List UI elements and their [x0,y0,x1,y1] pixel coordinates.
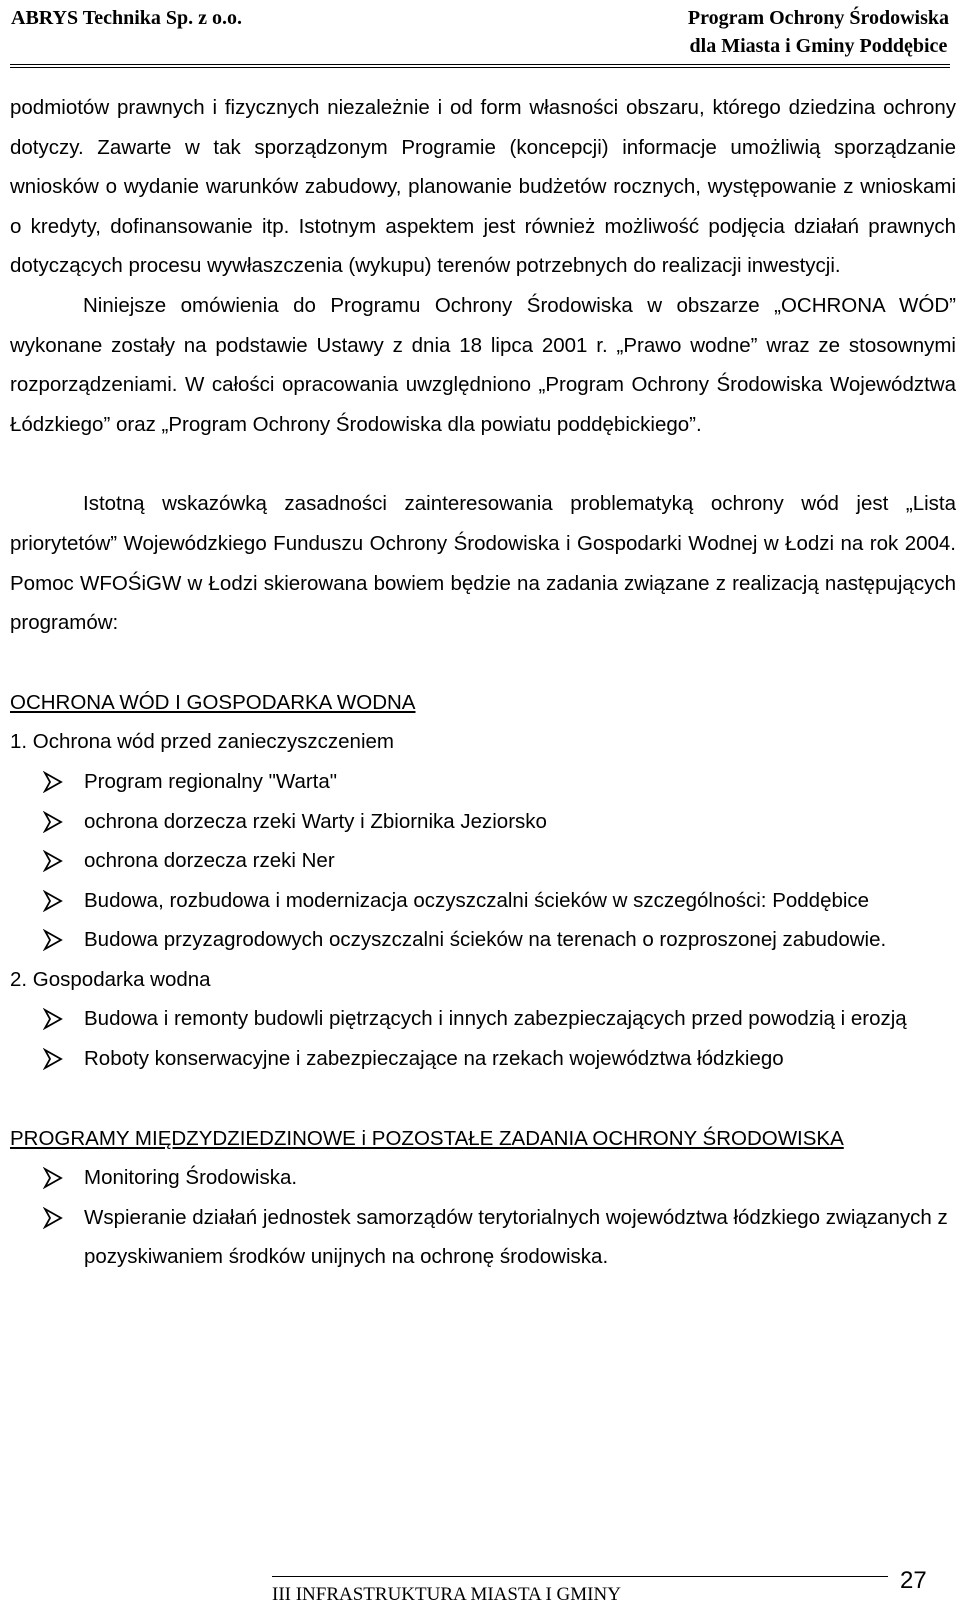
bullet-list-interdisciplinary [10,1158,956,1277]
header-rule [10,64,950,65]
list-item [10,881,956,921]
list-item [10,802,956,842]
section-heading-interdisciplinary: PROGRAMY MIĘDZYDZIEDZINOWE i POZOSTAŁE ZADANIA OCHRONY ŚRODOWISKA [10,1126,844,1150]
group-title-water-management: 2. Gospodarka wodna [10,967,211,991]
paragraph-legal-basis: Niniejsze omówienia do Programu Ochrony Środowiska w obszarze „OCHRONA WÓD” wykonane zostały na podstawie Ustawy z dnia 18 lipca 2001 r. „Prawo wodne” wraz ze stosownymi rozporządzeniami. W całości opracowania uwzględniono „Program Ochrony Środowiska Województwa Łódzkiego” oraz „Program Ochrony Środowiska dla powiatu poddębickiego”. [10,293,956,436]
list-item-text: Budowa, rozbudowa i modernizacja oczyszczalni ścieków w szczególności: Poddębice [84,888,870,912]
document-body [10,88,956,1277]
list-item [10,1039,956,1079]
spacer [10,1079,956,1119]
list-item [10,841,956,881]
arrowhead-bullet-icon [43,850,63,872]
section-heading-water: OCHRONA WÓD I GOSPODARKA WODNA [10,690,416,714]
bullet-list-pollution [10,762,956,960]
list-item [10,1158,956,1198]
header-rule-secondary [10,67,950,68]
paragraph-priorities: Istotną wskazówką zasadności zainteresowania problematyką ochrony wód jest „Lista priorytetów” Wojewódzkiego Funduszu Ochrony Środowiska i Gospodarki Wodnej w Łodzi na rok 2004. Pomoc WFOŚiGW w Łodzi skierowana bowiem będzie na zadania związane z realizacją następujących programów: [10,492,956,635]
list-item-text: Roboty konserwacyjne i zabezpieczające na rzekach województwa łódzkiego [84,1047,784,1071]
arrowhead-bullet-icon [43,1167,63,1189]
list-item-text: Budowa przyzagrodowych oczyszczalni ścieków na terenach o rozproszonej zabudowie. [84,928,887,952]
header-program-title [688,4,949,60]
header-program-line2: dla Miasta i Gminy Poddębice [689,35,948,57]
arrowhead-bullet-icon [43,1008,63,1030]
arrowhead-bullet-icon [43,1207,63,1229]
list-item-text: ochrona dorzecza rzeki Ner [84,849,335,873]
list-item [10,999,956,1039]
header-company: ABRYS Technika Sp. z o.o. [11,7,243,29]
page-number: 27 [900,1567,927,1594]
arrowhead-bullet-icon [43,1048,63,1070]
group-title-pollution: 1. Ochrona wód przed zanieczyszczeniem [10,730,394,754]
list-item-text: Monitoring Środowiska. [84,1166,298,1190]
list-item-text: Wspieranie działań jednostek samorządów terytorialnych województwa łódzkiego związanych z pozyskiwaniem środków unijnych na ochronę środowiska. [84,1205,948,1269]
list-item-text: Program regionalny "Warta" [84,769,338,793]
list-item-text: ochrona dorzecza rzeki Warty i Zbiornika Jeziorsko [84,809,547,833]
list-item-text: Budowa i remonty budowli piętrzących i innych zabezpieczających przed powodzią i erozją [84,1007,907,1031]
footer-rule [272,1576,888,1577]
header-program-line1: Program Ochrony Środowiska [687,7,949,29]
list-item [10,1198,956,1277]
arrowhead-bullet-icon [43,890,63,912]
paragraph-funding: podmiotów prawnych i fizycznych niezależnie i od form własności obszaru, którego dziedzina ochrony dotyczy. Zawarte w tak sporządzonym Programie (koncepcji) informacje umożliwią sporządzanie wniosków o wydanie warunków zabudowy, planowanie budżetów rocznych, występowanie z wnioskami o kredyty, dofinansowanie itp. Istotnym aspektem jest również możliwość podjęcia działań prawnych dotyczących procesu wywłaszczenia (wykupu) terenów potrzebnych do realizacji inwestycji. [10,96,956,278]
bullet-list-water-management [10,999,956,1078]
list-item [10,920,956,960]
spacer [10,643,956,683]
arrowhead-bullet-icon [43,811,63,833]
arrowhead-bullet-icon [43,929,63,951]
list-item [10,762,956,802]
spacer [10,444,956,484]
arrowhead-bullet-icon [43,771,63,793]
footer-chapter: III INFRASTRUKTURA MIASTA I GMINY [272,1584,621,1605]
